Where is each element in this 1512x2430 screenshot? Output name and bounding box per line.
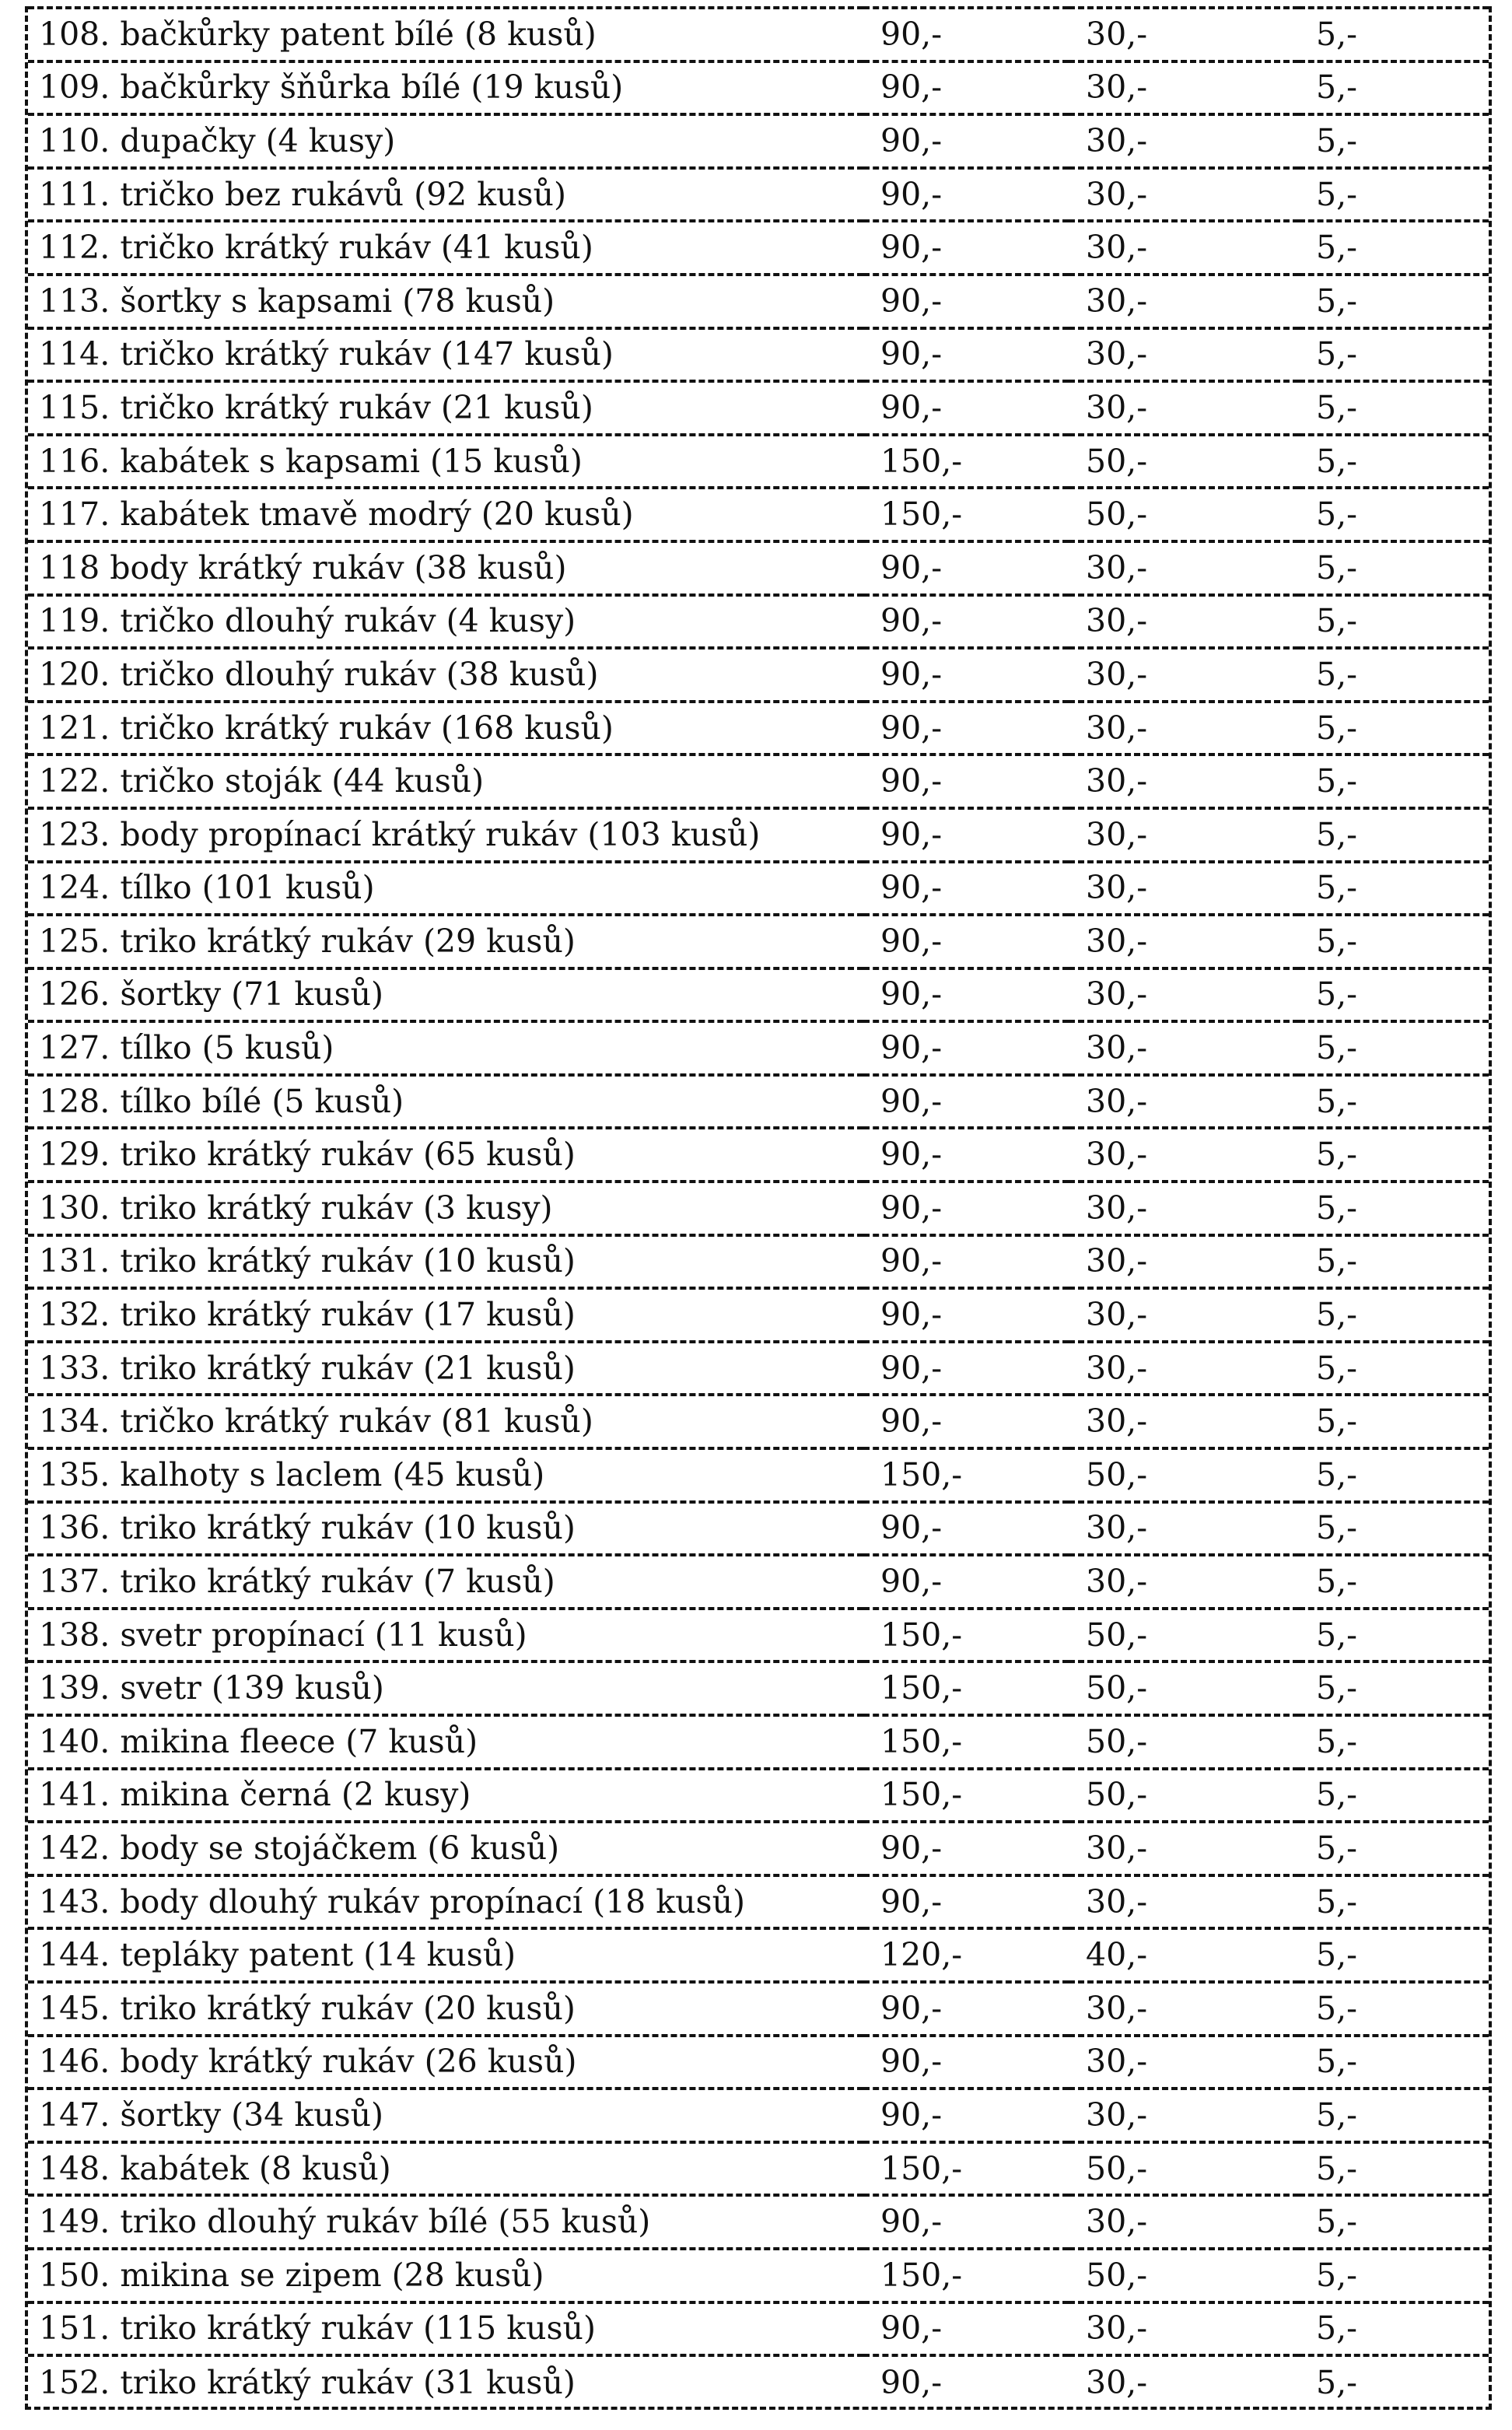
price-cell-3: 5,- [1299,541,1489,595]
price-cell-1: 90,- [863,1822,1069,1875]
table-row [28,2355,1489,2409]
table-row [28,648,1489,702]
price-cell-3: 5,- [1299,168,1489,222]
item-name-cell: 109. bačkůrky šňůrka bílé (19 kusů) [28,61,863,115]
price-cell-1: 90,- [863,915,1069,968]
price-cell-1: 90,- [863,8,1069,61]
item-name-cell: 122. tričko stoják (44 kusů) [28,755,863,808]
price-cell-2: 30,- [1069,1555,1299,1609]
price-cell-1: 90,- [863,1288,1069,1342]
price-cell-2: 30,- [1069,1342,1299,1395]
table-row [28,1128,1489,1182]
price-cell-2: 30,- [1069,168,1299,222]
item-name-cell: 110. dupačky (4 kusy) [28,114,863,168]
price-cell-3: 5,- [1299,275,1489,328]
price-cell-1: 90,- [863,1982,1069,2036]
price-cell-1: 90,- [863,1235,1069,1289]
price-cell-3: 5,- [1299,1875,1489,1929]
table-row [28,755,1489,808]
item-name-cell: 116. kabátek s kapsami (15 kusů) [28,435,863,488]
price-cell-3: 5,- [1299,435,1489,488]
item-name-cell: 152. triko krátký rukáv (31 kusů) [28,2355,863,2409]
price-cell-2: 50,- [1069,1769,1299,1822]
item-name-cell: 127. tílko (5 kusů) [28,1021,863,1075]
table-row [28,328,1489,382]
item-name-cell: 137. triko krátký rukáv (7 kusů) [28,1555,863,1609]
price-cell-1: 90,- [863,648,1069,702]
price-cell-3: 5,- [1299,2355,1489,2409]
price-cell-3: 5,- [1299,2089,1489,2142]
item-name-cell: 117. kabátek tmavě modrý (20 kusů) [28,488,863,541]
price-cell-2: 30,- [1069,1875,1299,1929]
price-cell-3: 5,- [1299,755,1489,808]
item-name-cell: 108. bačkůrky patent bílé (8 kusů) [28,8,863,61]
price-cell-2: 30,- [1069,1182,1299,1235]
price-cell-2: 30,- [1069,968,1299,1022]
price-cell-2: 50,- [1069,1661,1299,1715]
item-name-cell: 118 body krátký rukáv (38 kusů) [28,541,863,595]
price-cell-2: 30,- [1069,221,1299,275]
price-cell-2: 30,- [1069,8,1299,61]
price-cell-2: 30,- [1069,1128,1299,1182]
table-row [28,168,1489,222]
price-cell-1: 150,- [863,2249,1069,2302]
table-row [28,2249,1489,2302]
price-cell-2: 30,- [1069,2089,1299,2142]
price-cell-2: 30,- [1069,1982,1299,2036]
price-cell-1: 90,- [863,1875,1069,1929]
table-row [28,488,1489,541]
item-name-cell: 129. triko krátký rukáv (65 kusů) [28,1128,863,1182]
price-cell-2: 50,- [1069,1609,1299,1662]
price-cell-3: 5,- [1299,8,1489,61]
table-row [28,381,1489,435]
table-row [28,8,1489,61]
item-name-cell: 123. body propínací krátký rukáv (103 kusů) [28,808,863,862]
price-cell-2: 30,- [1069,648,1299,702]
table-row [28,435,1489,488]
item-name-cell: 146. body krátký rukáv (26 kusů) [28,2036,863,2089]
table-row [28,2036,1489,2089]
price-cell-1: 90,- [863,2089,1069,2142]
table-row [28,1982,1489,2036]
table-row [28,2195,1489,2249]
price-cell-3: 5,- [1299,1769,1489,1822]
price-cell-2: 30,- [1069,755,1299,808]
item-name-cell: 114. tričko krátký rukáv (147 kusů) [28,328,863,382]
item-name-cell: 135. kalhoty s laclem (45 kusů) [28,1448,863,1502]
table-row [28,862,1489,916]
table-row [28,1235,1489,1289]
table-row [28,595,1489,649]
price-cell-2: 30,- [1069,915,1299,968]
item-name-cell: 126. šortky (71 kusů) [28,968,863,1022]
item-name-cell: 124. tílko (101 kusů) [28,862,863,916]
price-cell-2: 30,- [1069,862,1299,916]
price-cell-3: 5,- [1299,808,1489,862]
price-cell-1: 90,- [863,1342,1069,1395]
table-row [28,541,1489,595]
price-cell-1: 120,- [863,1928,1069,1982]
item-name-cell: 121. tričko krátký rukáv (168 kusů) [28,702,863,755]
price-cell-1: 150,- [863,1609,1069,1662]
table-row [28,808,1489,862]
price-cell-3: 5,- [1299,1555,1489,1609]
price-cell-1: 90,- [863,168,1069,222]
item-name-cell: 111. tričko bez rukávů (92 kusů) [28,168,863,222]
price-cell-2: 30,- [1069,1395,1299,1448]
price-cell-2: 30,- [1069,61,1299,115]
price-cell-3: 5,- [1299,221,1489,275]
price-cell-2: 30,- [1069,2355,1299,2409]
price-cell-2: 30,- [1069,275,1299,328]
price-cell-3: 5,- [1299,2195,1489,2249]
price-cell-3: 5,- [1299,1128,1489,1182]
item-name-cell: 151. triko krátký rukáv (115 kusů) [28,2302,863,2356]
price-cell-1: 90,- [863,2036,1069,2089]
price-cell-1: 90,- [863,968,1069,1022]
item-name-cell: 115. tričko krátký rukáv (21 kusů) [28,381,863,435]
price-cell-3: 5,- [1299,1075,1489,1129]
price-cell-2: 30,- [1069,328,1299,382]
price-cell-2: 30,- [1069,2195,1299,2249]
table-row [28,1502,1489,1556]
price-cell-1: 90,- [863,275,1069,328]
item-name-cell: 150. mikina se zipem (28 kusů) [28,2249,863,2302]
price-cell-1: 90,- [863,2195,1069,2249]
price-cell-3: 5,- [1299,1448,1489,1502]
price-cell-3: 5,- [1299,1021,1489,1075]
item-name-cell: 142. body se stojáčkem (6 kusů) [28,1822,863,1875]
item-name-cell: 125. triko krátký rukáv (29 kusů) [28,915,863,968]
table-row [28,1288,1489,1342]
price-cell-3: 5,- [1299,1715,1489,1769]
table-row [28,1021,1489,1075]
price-cell-2: 30,- [1069,595,1299,649]
item-name-cell: 138. svetr propínací (11 kusů) [28,1609,863,1662]
item-name-cell: 136. triko krátký rukáv (10 kusů) [28,1502,863,1556]
price-cell-1: 90,- [863,862,1069,916]
table-row [28,2089,1489,2142]
item-name-cell: 147. šortky (34 kusů) [28,2089,863,2142]
price-cell-1: 90,- [863,702,1069,755]
price-cell-3: 5,- [1299,114,1489,168]
price-cell-2: 50,- [1069,1448,1299,1502]
price-cell-1: 150,- [863,435,1069,488]
price-cell-3: 5,- [1299,2036,1489,2089]
price-cell-1: 150,- [863,1448,1069,1502]
price-cell-1: 90,- [863,114,1069,168]
table-row [28,1609,1489,1662]
price-cell-1: 90,- [863,221,1069,275]
item-name-cell: 120. tričko dlouhý rukáv (38 kusů) [28,648,863,702]
table-row [28,221,1489,275]
price-cell-2: 50,- [1069,2142,1299,2196]
price-cell-2: 30,- [1069,114,1299,168]
table-row [28,1822,1489,1875]
price-list-sheet [25,6,1492,2410]
price-cell-3: 5,- [1299,1928,1489,1982]
price-cell-1: 90,- [863,381,1069,435]
table-row [28,1875,1489,1929]
item-name-cell: 131. triko krátký rukáv (10 kusů) [28,1235,863,1289]
table-row [28,1342,1489,1395]
table-row [28,1395,1489,1448]
item-name-cell: 140. mikina fleece (7 kusů) [28,1715,863,1769]
table-row [28,1769,1489,1822]
price-cell-2: 40,- [1069,1928,1299,1982]
item-name-cell: 119. tričko dlouhý rukáv (4 kusy) [28,595,863,649]
price-cell-2: 50,- [1069,2249,1299,2302]
table-row [28,1075,1489,1129]
price-cell-1: 90,- [863,1555,1069,1609]
price-cell-2: 50,- [1069,1715,1299,1769]
price-cell-3: 5,- [1299,1822,1489,1875]
table-row [28,968,1489,1022]
price-cell-1: 90,- [863,61,1069,115]
price-cell-3: 5,- [1299,1235,1489,1289]
price-cell-2: 50,- [1069,435,1299,488]
price-cell-1: 90,- [863,1182,1069,1235]
price-cell-2: 30,- [1069,1021,1299,1075]
price-cell-1: 90,- [863,1128,1069,1182]
price-cell-3: 5,- [1299,1609,1489,1662]
item-name-cell: 113. šortky s kapsami (78 kusů) [28,275,863,328]
price-cell-3: 5,- [1299,915,1489,968]
price-cell-1: 150,- [863,1769,1069,1822]
price-cell-1: 150,- [863,2142,1069,2196]
price-cell-1: 90,- [863,1502,1069,1556]
price-cell-2: 30,- [1069,2036,1299,2089]
price-cell-1: 150,- [863,1661,1069,1715]
price-cell-3: 5,- [1299,1182,1489,1235]
price-cell-1: 90,- [863,2355,1069,2409]
table-row [28,1555,1489,1609]
price-cell-3: 5,- [1299,968,1489,1022]
price-cell-3: 5,- [1299,1288,1489,1342]
table-row [28,2142,1489,2196]
price-cell-2: 30,- [1069,1235,1299,1289]
item-name-cell: 130. triko krátký rukáv (3 kusy) [28,1182,863,1235]
price-table [28,6,1489,2409]
price-cell-2: 30,- [1069,2302,1299,2356]
item-name-cell: 133. triko krátký rukáv (21 kusů) [28,1342,863,1395]
price-cell-3: 5,- [1299,595,1489,649]
table-row [28,702,1489,755]
price-cell-1: 90,- [863,1021,1069,1075]
item-name-cell: 148. kabátek (8 kusů) [28,2142,863,2196]
price-cell-2: 30,- [1069,702,1299,755]
price-cell-2: 30,- [1069,541,1299,595]
price-cell-3: 5,- [1299,381,1489,435]
item-name-cell: 134. tričko krátký rukáv (81 kusů) [28,1395,863,1448]
price-cell-1: 90,- [863,755,1069,808]
table-row [28,1448,1489,1502]
item-name-cell: 149. triko dlouhý rukáv bílé (55 kusů) [28,2195,863,2249]
item-name-cell: 132. triko krátký rukáv (17 kusů) [28,1288,863,1342]
price-cell-3: 5,- [1299,1982,1489,2036]
price-cell-1: 90,- [863,1395,1069,1448]
item-name-cell: 144. tepláky patent (14 kusů) [28,1928,863,1982]
item-name-cell: 143. body dlouhý rukáv propínací (18 kusů) [28,1875,863,1929]
price-cell-3: 5,- [1299,61,1489,115]
item-name-cell: 128. tílko bílé (5 kusů) [28,1075,863,1129]
price-cell-1: 90,- [863,2302,1069,2356]
table-row [28,1715,1489,1769]
price-cell-3: 5,- [1299,328,1489,382]
price-cell-2: 30,- [1069,808,1299,862]
price-cell-2: 30,- [1069,1822,1299,1875]
table-row [28,2302,1489,2356]
price-cell-3: 5,- [1299,1342,1489,1395]
table-row [28,915,1489,968]
price-cell-3: 5,- [1299,862,1489,916]
price-table-body [28,8,1489,2409]
item-name-cell: 141. mikina černá (2 kusy) [28,1769,863,1822]
price-cell-3: 5,- [1299,648,1489,702]
price-cell-1: 90,- [863,808,1069,862]
item-name-cell: 112. tričko krátký rukáv (41 kusů) [28,221,863,275]
price-cell-3: 5,- [1299,2249,1489,2302]
price-cell-2: 30,- [1069,381,1299,435]
item-name-cell: 139. svetr (139 kusů) [28,1661,863,1715]
price-cell-3: 5,- [1299,1502,1489,1556]
table-row [28,1661,1489,1715]
table-row [28,1928,1489,1982]
price-cell-1: 150,- [863,488,1069,541]
price-cell-3: 5,- [1299,2142,1489,2196]
price-cell-1: 90,- [863,595,1069,649]
price-cell-2: 30,- [1069,1288,1299,1342]
price-cell-1: 90,- [863,328,1069,382]
item-name-cell: 145. triko krátký rukáv (20 kusů) [28,1982,863,2036]
price-cell-3: 5,- [1299,1395,1489,1448]
table-row [28,61,1489,115]
price-cell-3: 5,- [1299,1661,1489,1715]
table-row [28,114,1489,168]
price-cell-3: 5,- [1299,2302,1489,2356]
price-cell-1: 150,- [863,1715,1069,1769]
price-cell-3: 5,- [1299,488,1489,541]
price-cell-1: 90,- [863,541,1069,595]
table-row [28,275,1489,328]
price-cell-2: 50,- [1069,488,1299,541]
price-cell-2: 30,- [1069,1502,1299,1556]
price-cell-3: 5,- [1299,702,1489,755]
price-cell-1: 90,- [863,1075,1069,1129]
price-cell-2: 30,- [1069,1075,1299,1129]
table-row [28,1182,1489,1235]
